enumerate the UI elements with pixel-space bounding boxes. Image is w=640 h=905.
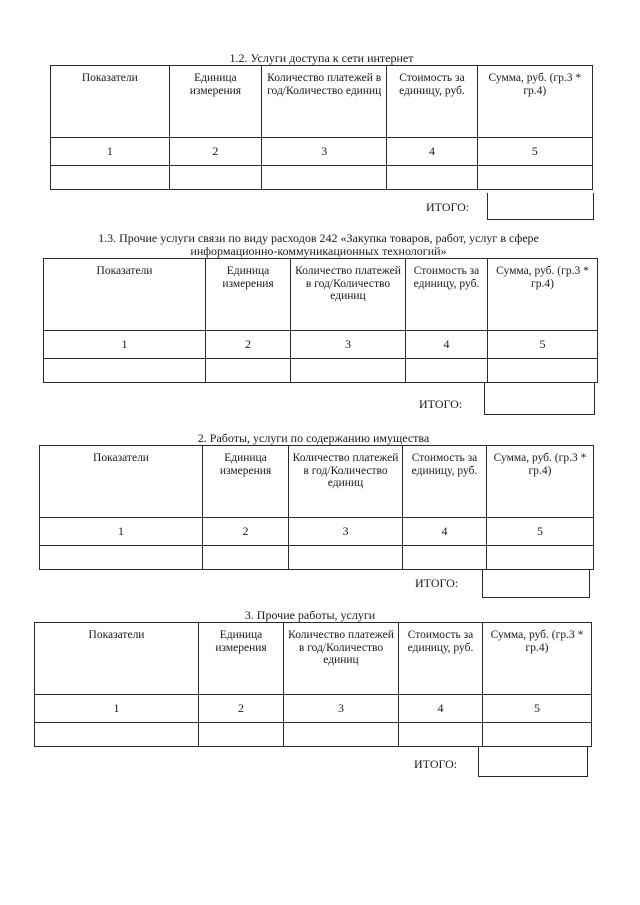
empty-cell[interactable] xyxy=(199,723,284,747)
header-indicators: Показатели xyxy=(35,623,199,695)
col-number: 2 xyxy=(199,695,284,723)
total-label: ИТОГО: xyxy=(414,757,458,771)
empty-cell[interactable] xyxy=(206,359,291,383)
col-number: 2 xyxy=(169,138,262,166)
header-indicators: Показатели xyxy=(40,446,203,518)
empty-cell[interactable] xyxy=(477,166,592,190)
section-other-comm xyxy=(43,231,598,411)
header-unit: Единица измерения xyxy=(203,446,289,518)
col-number: 1 xyxy=(40,518,203,546)
col-number: 3 xyxy=(262,138,387,166)
total-label: ИТОГО: xyxy=(426,200,470,214)
empty-cell[interactable] xyxy=(35,723,199,747)
total-value-cell[interactable] xyxy=(484,382,595,415)
col-number: 4 xyxy=(403,518,487,546)
empty-cell[interactable] xyxy=(387,166,477,190)
col-number: 5 xyxy=(483,695,592,723)
section-internet xyxy=(50,51,593,214)
total-label: ИТОГО: xyxy=(419,397,463,411)
col-number: 1 xyxy=(51,138,170,166)
empty-cell[interactable] xyxy=(289,546,403,570)
empty-cell[interactable] xyxy=(406,359,488,383)
col-number: 2 xyxy=(203,518,289,546)
col-number: 3 xyxy=(289,518,403,546)
section-title: 3. Прочие работы, услуги xyxy=(244,608,376,622)
col-number: 4 xyxy=(399,695,483,723)
col-number: 3 xyxy=(284,695,399,723)
section-other-works xyxy=(34,608,592,771)
col-number: 1 xyxy=(44,331,206,359)
empty-cell[interactable] xyxy=(487,546,594,570)
empty-cell[interactable] xyxy=(483,723,592,747)
header-sum: Сумма, руб. (гр.3 * гр.4) xyxy=(477,66,592,138)
total-value-cell[interactable] xyxy=(478,746,588,777)
header-unit: Единица измерения xyxy=(199,623,284,695)
empty-cell[interactable] xyxy=(203,546,289,570)
header-quantity: Количество платежей в год/Количество единиц xyxy=(291,259,406,331)
col-number: 3 xyxy=(291,331,406,359)
empty-cell[interactable] xyxy=(169,166,262,190)
empty-cell[interactable] xyxy=(403,546,487,570)
col-number: 2 xyxy=(206,331,291,359)
section-title: 1.2. Услуги доступа к сети интернет xyxy=(229,51,414,65)
header-quantity: Количество платежей в год/Количество единиц xyxy=(289,446,403,518)
col-number: 4 xyxy=(387,138,477,166)
header-unit: Единица измерения xyxy=(206,259,291,331)
header-unit-cost: Стоимость за единицу, руб. xyxy=(399,623,483,695)
empty-cell[interactable] xyxy=(488,359,598,383)
header-unit-cost: Стоимость за единицу, руб. xyxy=(387,66,477,138)
total-label: ИТОГО: xyxy=(415,576,459,590)
header-quantity: Количество платежей в год/Количество единиц xyxy=(284,623,399,695)
empty-cell[interactable] xyxy=(51,166,170,190)
services-table xyxy=(34,622,592,747)
col-number: 5 xyxy=(477,138,592,166)
services-table xyxy=(43,258,598,383)
header-sum: Сумма, руб. (гр.3 * гр.4) xyxy=(488,259,598,331)
header-sum: Сумма, руб. (гр.3 * гр.4) xyxy=(483,623,592,695)
col-number: 1 xyxy=(35,695,199,723)
header-indicators: Показатели xyxy=(51,66,170,138)
total-value-cell[interactable] xyxy=(487,193,594,220)
total-value-cell[interactable] xyxy=(482,569,590,598)
section-title: 2. Работы, услуги по содержанию имущества xyxy=(197,431,430,445)
empty-cell[interactable] xyxy=(291,359,406,383)
col-number: 5 xyxy=(488,331,598,359)
empty-cell[interactable] xyxy=(40,546,203,570)
col-number: 4 xyxy=(406,331,488,359)
header-quantity: Количество платежей в год/Количество единиц xyxy=(262,66,387,138)
empty-cell[interactable] xyxy=(262,166,387,190)
services-table xyxy=(39,445,594,570)
services-table xyxy=(50,65,593,190)
empty-cell[interactable] xyxy=(284,723,399,747)
header-unit: Единица измерения xyxy=(169,66,262,138)
header-indicators: Показатели xyxy=(44,259,206,331)
empty-cell[interactable] xyxy=(399,723,483,747)
header-unit-cost: Стоимость за единицу, руб. xyxy=(403,446,487,518)
section-property-maintenance xyxy=(39,431,594,590)
section-title-line2: информационно-коммуникационных технологий» xyxy=(190,244,447,258)
empty-cell[interactable] xyxy=(44,359,206,383)
section-title: 1.3. Прочие услуги связи по виду расходов 242 «Закупка товаров, работ, услуг в сфере xyxy=(98,231,539,245)
header-sum: Сумма, руб. (гр.3 * гр.4) xyxy=(487,446,594,518)
header-unit-cost: Стоимость за единицу, руб. xyxy=(406,259,488,331)
col-number: 5 xyxy=(487,518,594,546)
